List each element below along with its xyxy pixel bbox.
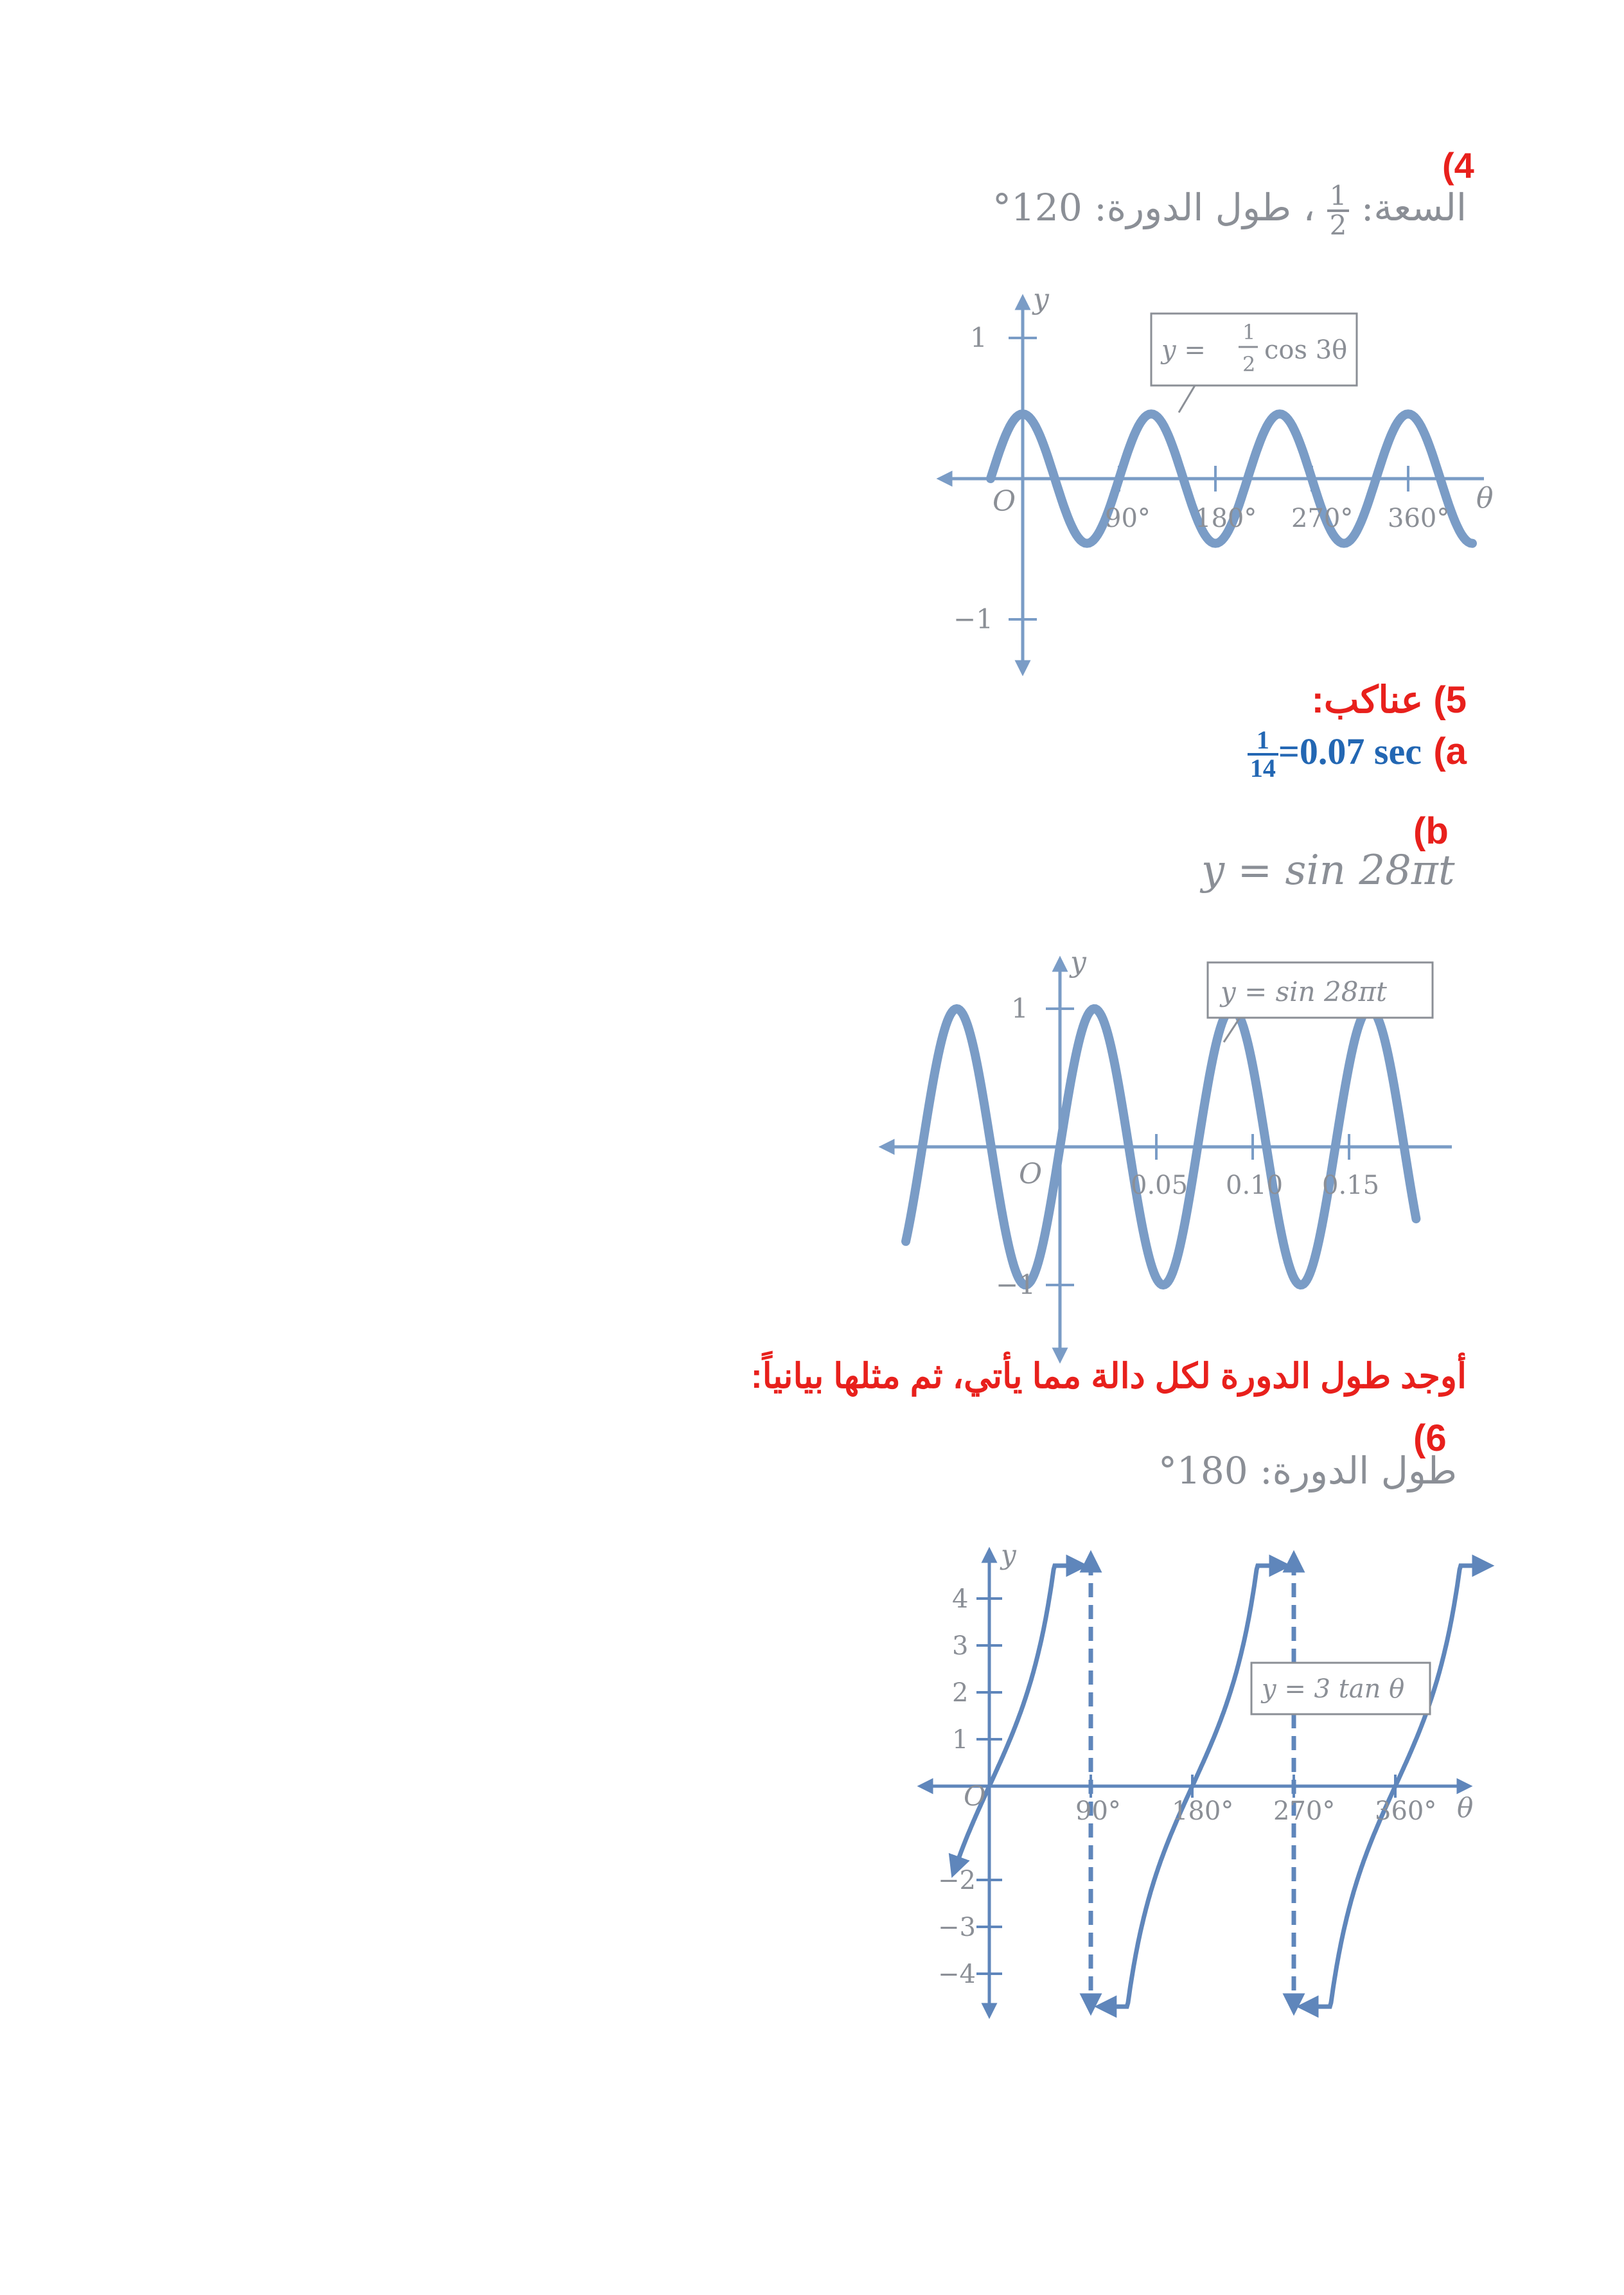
q5-xtick-005: 0.05 — [1131, 1171, 1188, 1200]
q5b-equation: y = sin 28πt — [1201, 847, 1455, 894]
q6-ytick-label: 2 — [952, 1678, 969, 1708]
svg-text:1: 1 — [1242, 320, 1256, 344]
q6-ytick-label: 1 — [952, 1725, 969, 1755]
q5-number: 5) — [1433, 679, 1467, 721]
q6-xtick-180: 180° — [1172, 1796, 1234, 1826]
q5-ytick-1: 1 — [1011, 993, 1028, 1024]
q4-number: (4 — [1442, 145, 1474, 186]
q5a-value: =0.07 sec — [1278, 731, 1422, 773]
q4-ytick-1: 1 — [970, 322, 987, 353]
instruction-text: أوجد طول الدورة لكل دالة مما يأتي، ثم مثلها بيانياً: — [750, 1357, 1467, 1396]
q6-ytick-label: −2 — [938, 1866, 976, 1895]
q4-amplitude-fraction: $\frac{1}{2}$ — [1327, 182, 1350, 239]
q5-y-label: y — [1070, 946, 1086, 979]
svg-text:y =: y = — [1161, 335, 1206, 365]
q5a-label: (a — [1433, 731, 1467, 773]
q5-ytick-minus1: −1 — [996, 1269, 1036, 1300]
q5-title: عناكب: — [1311, 679, 1424, 721]
svg-text:cos 3θ: cos 3θ — [1264, 335, 1348, 365]
q4-xtick-360: 360° — [1388, 504, 1450, 533]
q4-origin: O — [993, 485, 1016, 518]
q6-x-label: θ — [1457, 1792, 1474, 1823]
q4-y-label: y — [1033, 283, 1049, 315]
q4-amplitude-label: السعة: — [1361, 186, 1467, 229]
q4-separator: ، — [1291, 186, 1316, 229]
q6-ytick-label: 4 — [952, 1584, 969, 1614]
q4-xtick-180: 180° — [1195, 504, 1257, 533]
q6-xtick-360: 360° — [1375, 1796, 1437, 1826]
q5-graph — [874, 944, 1465, 1369]
q4-xtick-90: 90° — [1105, 504, 1151, 533]
q6-answer-line — [1158, 1449, 1457, 1493]
q5-xtick-010: 0.10 — [1226, 1171, 1284, 1200]
q4-graph — [925, 283, 1494, 681]
q6-ytick-label: −3 — [938, 1913, 976, 1942]
q5-xtick-015: 0.15 — [1322, 1171, 1380, 1200]
svg-text:y = sin 28πt: y = sin 28πt — [1221, 976, 1387, 1007]
q6-graph — [912, 1539, 1478, 2017]
q6-xtick-90: 90° — [1075, 1796, 1121, 1826]
q6-y-label: y — [1001, 1539, 1016, 1570]
q6-ytick-label: 3 — [952, 1631, 969, 1661]
q6-origin: O — [964, 1780, 986, 1812]
q6-xtick-270: 270° — [1273, 1796, 1336, 1826]
svg-text:2: 2 — [1242, 352, 1256, 377]
q5b-label: (b — [1413, 810, 1449, 852]
q6-number: (6 — [1413, 1417, 1447, 1459]
q4-xtick-270: 270° — [1291, 504, 1354, 533]
q4-answer-line — [993, 179, 1467, 239]
q6-period-label: طول الدورة: — [1260, 1449, 1457, 1493]
q4-period-value: 120° — [993, 186, 1082, 229]
q4-legend — [1151, 314, 1357, 412]
svg-text:y = 3 tan θ: y = 3 tan θ — [1262, 1674, 1405, 1704]
q5-part-a — [1248, 727, 1467, 781]
q6-period-value: 180° — [1158, 1449, 1248, 1493]
q4-x-label: θ — [1476, 482, 1494, 515]
q5-origin: O — [1019, 1158, 1043, 1191]
q4-period-label: طول الدورة: — [1094, 186, 1292, 229]
q6-legend — [1251, 1663, 1430, 1714]
q6-ytick-label: −4 — [938, 1960, 976, 1989]
q5a-fraction: $\frac{1}{14}$ — [1248, 727, 1278, 781]
q5-heading — [1312, 678, 1467, 722]
q6-tan-branch — [955, 1566, 1077, 1868]
q4-ytick-minus1: −1 — [953, 603, 993, 635]
